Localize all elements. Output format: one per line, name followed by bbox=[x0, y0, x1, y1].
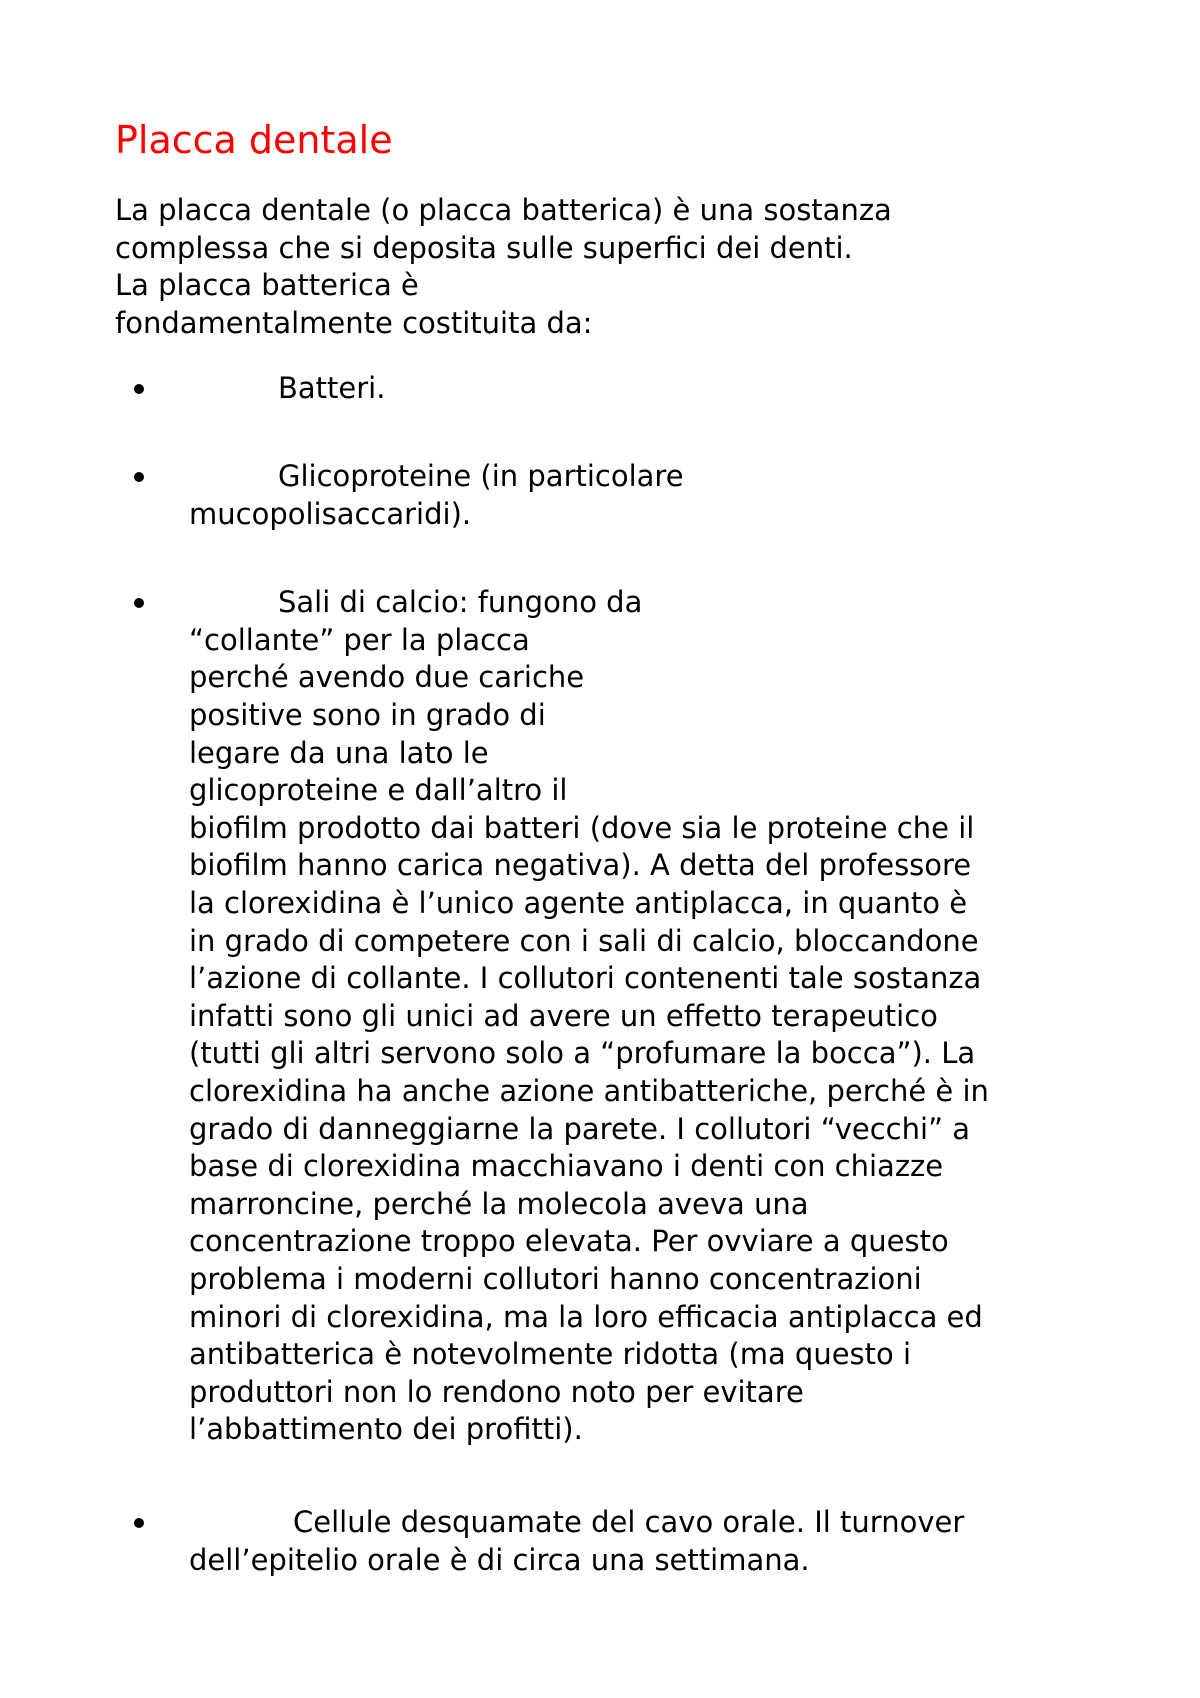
bullet-icon bbox=[132, 585, 146, 599]
list-item-text: antibatterica è notevolmente ridotta (ma questo i bbox=[189, 1337, 912, 1371]
list-item-text: l’azione di collante. I collutori contenenti tale sostanza bbox=[189, 961, 982, 995]
list-item-text: mucopolisaccaridi). bbox=[189, 497, 472, 531]
bullet-icon bbox=[132, 1505, 146, 1519]
list-item-text: legare da una lato le bbox=[189, 736, 489, 770]
intro-line: La placca batterica è bbox=[115, 268, 419, 302]
bullet-icon bbox=[132, 459, 146, 473]
list-item-text: dell’epitelio orale è di circa una settimana. bbox=[189, 1543, 810, 1577]
list-item-text: problema i moderni collutori hanno concentrazioni bbox=[189, 1262, 922, 1296]
list-item-text: biofilm hanno carica negativa). A detta del professore bbox=[189, 848, 972, 882]
list-item-text: positive sono in grado di bbox=[189, 698, 546, 732]
list-item-text: (tutti gli altri servono solo a “profumare la bocca”). La bbox=[189, 1036, 976, 1070]
list-item-text: Cellule desquamate del cavo orale. Il turnover bbox=[293, 1505, 965, 1539]
intro-line: La placca dentale (o placca batterica) è una sostanza bbox=[115, 193, 892, 227]
list-item-text: produttori non lo rendono noto per evitare bbox=[189, 1375, 804, 1409]
intro-line: complessa che si deposita sulle superfici dei denti. bbox=[115, 231, 853, 265]
list-item-text: “collante” per la placca bbox=[189, 623, 530, 657]
intro-line: fondamentalmente costituita da: bbox=[115, 306, 593, 340]
list-item-text: la clorexidina è l’unico agente antiplacca, in quanto è bbox=[189, 886, 968, 920]
bullet-icon bbox=[132, 371, 146, 385]
list-item-text: l’abbattimento dei profitti). bbox=[189, 1412, 583, 1446]
list-item-text: infatti sono gli unici ad avere un effetto terapeutico bbox=[189, 999, 938, 1033]
list-item-text: in grado di competere con i sali di calcio, bloccandone bbox=[189, 924, 979, 958]
list-item-text: perché avendo due cariche bbox=[189, 660, 585, 694]
list-item-text: clorexidina ha anche azione antibatteriche, perché è in bbox=[189, 1074, 989, 1108]
list-item-text: marroncine, perché la molecola aveva una bbox=[189, 1187, 809, 1221]
list-item-text: biofilm prodotto dai batteri (dove sia le proteine che il bbox=[189, 811, 975, 845]
list-item-text: Batteri. bbox=[278, 371, 386, 405]
list-item-text: base di clorexidina macchiavano i denti con chiazze bbox=[189, 1149, 944, 1183]
list-item-text: Sali di calcio: fungono da bbox=[278, 585, 643, 619]
list-item-text: glicoproteine e dall’altro il bbox=[189, 773, 568, 807]
list-item-text: concentrazione troppo elevata. Per ovviare a questo bbox=[189, 1224, 949, 1258]
list-item-text: grado di danneggiarne la parete. I collutori “vecchi” a bbox=[189, 1112, 971, 1146]
page-title: Placca dentale bbox=[115, 118, 393, 162]
list-item-text: minori di clorexidina, ma la loro efficacia antiplacca ed bbox=[189, 1300, 983, 1334]
list-item-text: Glicoproteine (in particolare bbox=[278, 459, 684, 493]
